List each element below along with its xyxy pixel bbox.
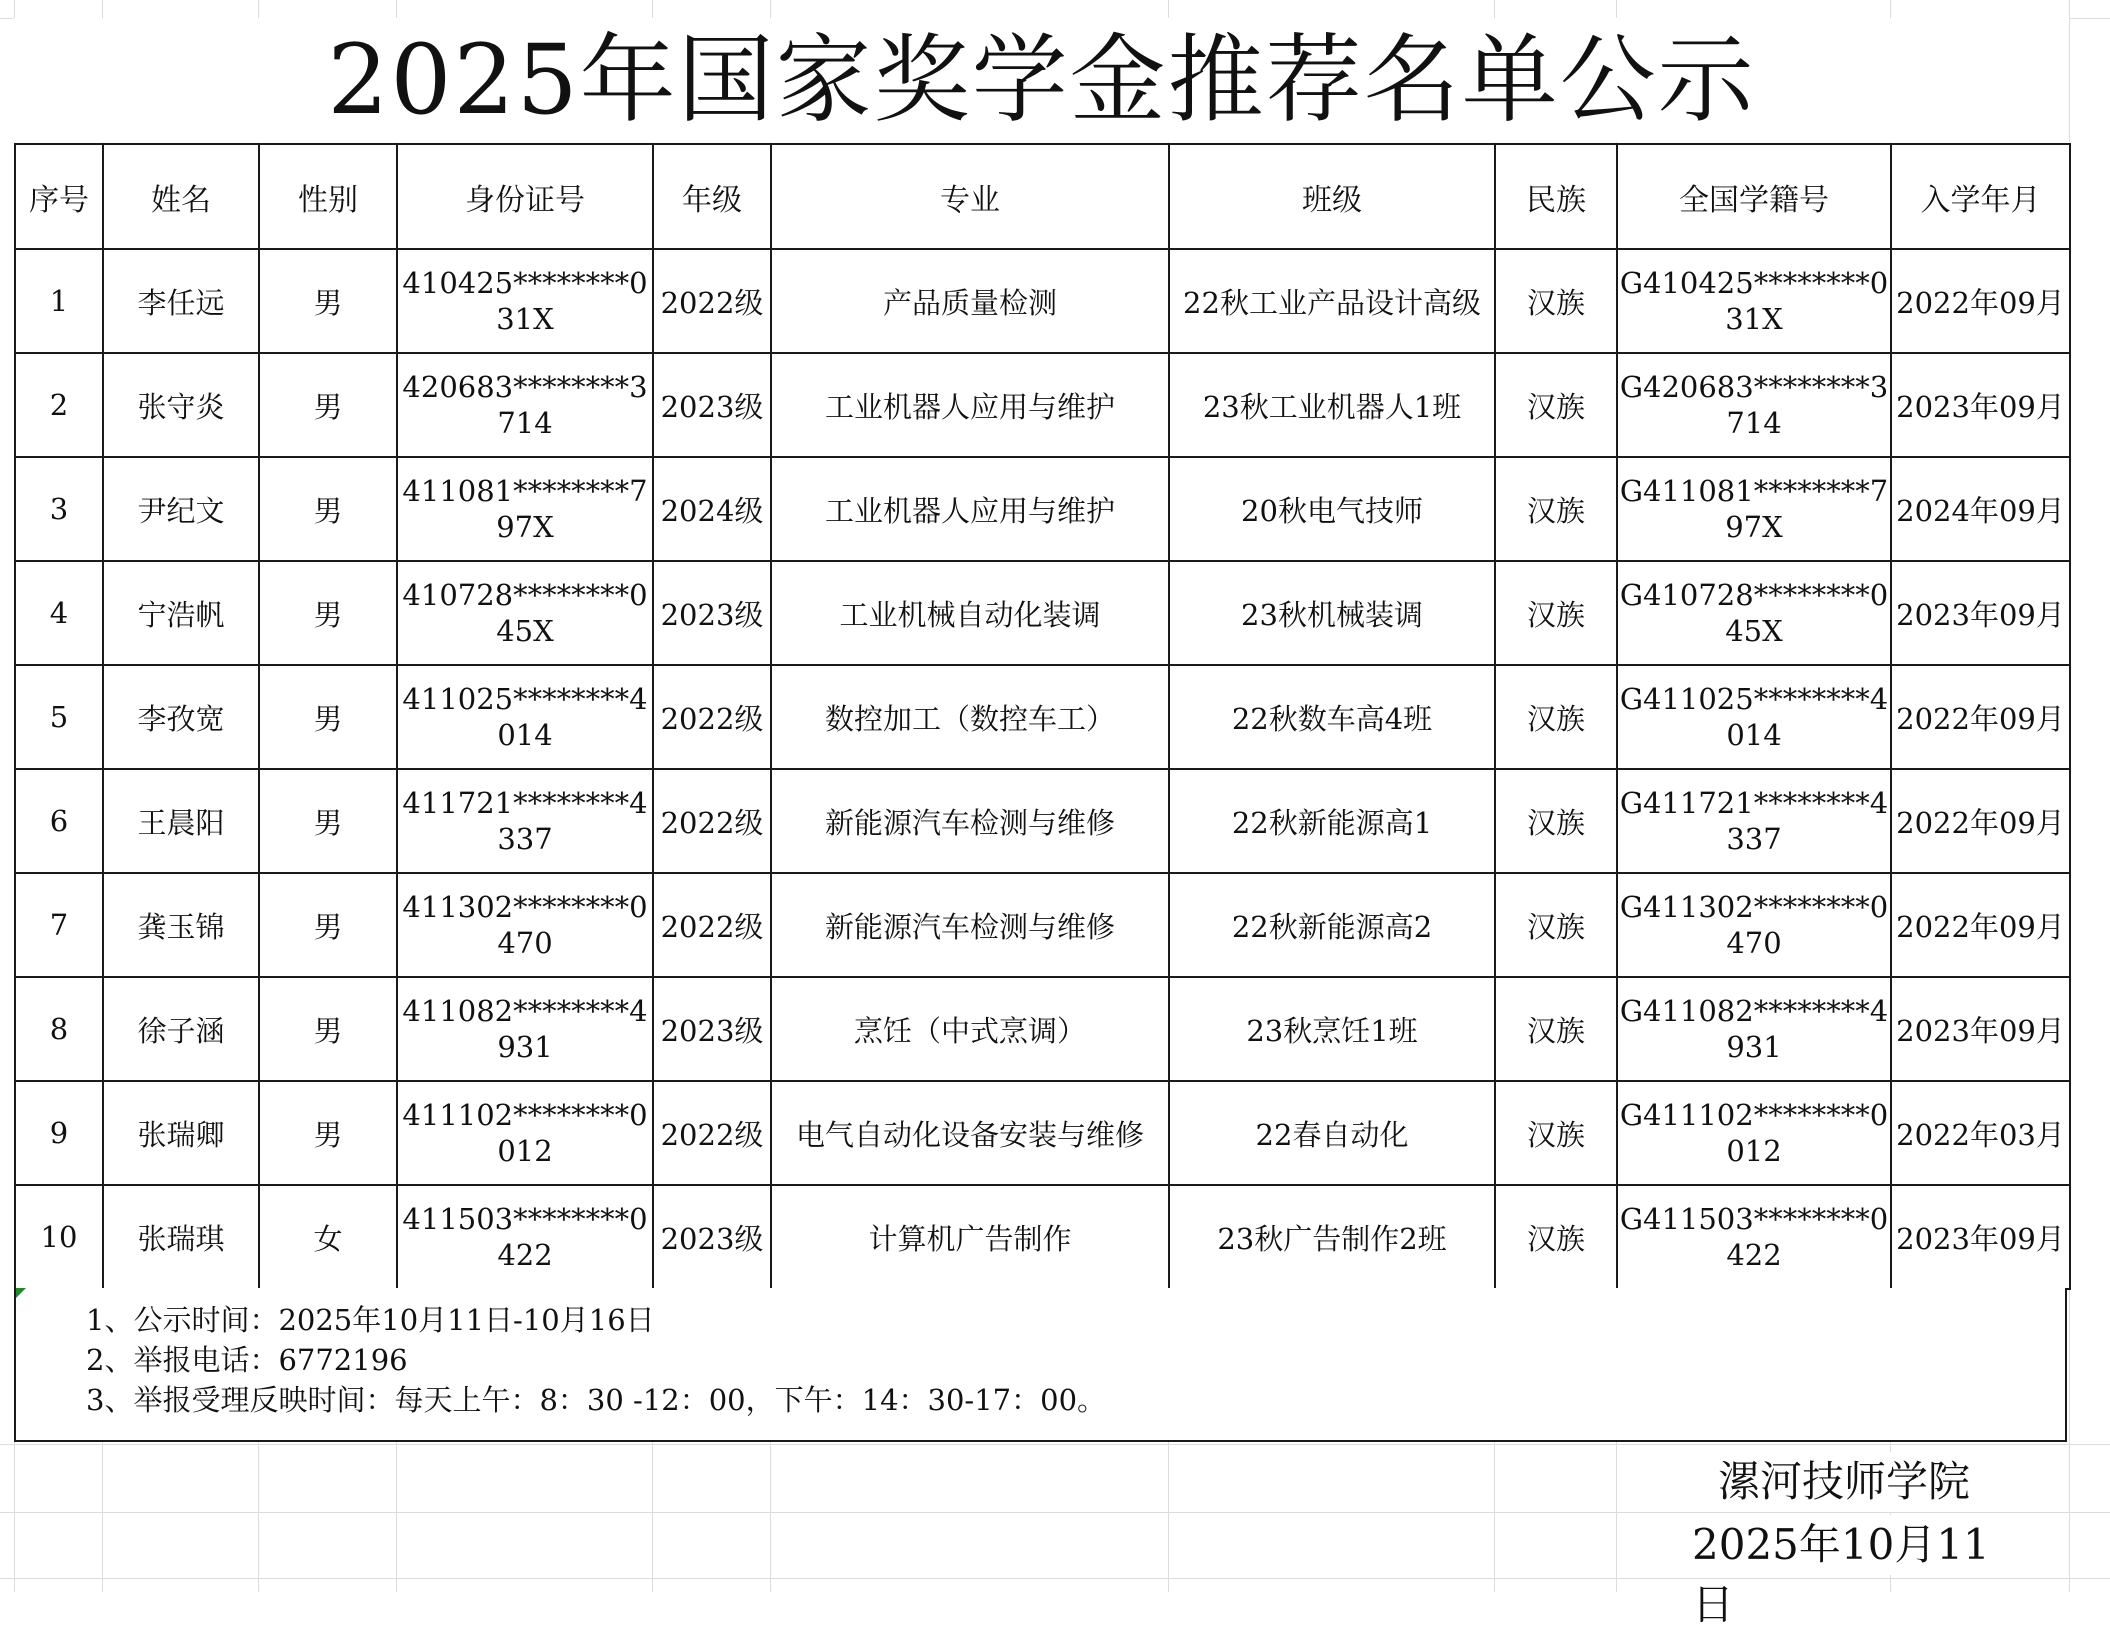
table-header-row — [15, 144, 2070, 249]
table-cell: 23秋烹饪1班 — [1169, 977, 1495, 1081]
table-cell: G411102********0012 — [1617, 1081, 1891, 1185]
table-cell: 2023级 — [653, 353, 771, 457]
table-cell: 2023年09月 — [1891, 1185, 2070, 1289]
table-cell: 8 — [15, 977, 103, 1081]
table-cell: 20秋电气技师 — [1169, 457, 1495, 561]
table-cell: G411025********4014 — [1617, 665, 1891, 769]
table-cell: 411302********0470 — [397, 873, 653, 977]
footer-organization: 漯河技师学院 — [1718, 1452, 1978, 1512]
table-cell: 1 — [15, 249, 103, 353]
table-cell: 王晨阳 — [103, 769, 259, 873]
table-cell: 男 — [259, 1081, 397, 1185]
table-cell: 男 — [259, 873, 397, 977]
table-cell: 汉族 — [1495, 769, 1617, 873]
table-cell: 2024级 — [653, 457, 771, 561]
table-row — [15, 769, 2070, 873]
table-cell: 411081********797X — [397, 457, 653, 561]
table-cell: 男 — [259, 457, 397, 561]
table-cell: 420683********3714 — [397, 353, 653, 457]
table-cell: 2022级 — [653, 769, 771, 873]
note-line: 3、举报受理反映时间：每天上午：8：30 -12：00，下午：14：30-17：00。 — [86, 1383, 1107, 1417]
table-cell: 4 — [15, 561, 103, 665]
table-row — [15, 249, 2070, 353]
table-cell: 23秋工业机器人1班 — [1169, 353, 1495, 457]
table-cell: 男 — [259, 769, 397, 873]
note-line: 1、公示时间：2025年10月11日-10月16日 — [86, 1303, 655, 1337]
notes-box — [14, 1288, 2067, 1442]
table-cell: 411503********0422 — [397, 1185, 653, 1289]
table-cell: 男 — [259, 665, 397, 769]
table-row — [15, 873, 2070, 977]
table-cell: 22秋新能源高1 — [1169, 769, 1495, 873]
table-cell: 李任远 — [103, 249, 259, 353]
table-cell: G411081********797X — [1617, 457, 1891, 561]
header-cell: 班级 — [1169, 144, 1495, 249]
table-cell: 23秋广告制作2班 — [1169, 1185, 1495, 1289]
page-title: 2025年国家奖学金推荐名单公示 — [14, 18, 2069, 142]
cell-comment-marker — [16, 1288, 26, 1298]
table-cell: 2022年09月 — [1891, 873, 2070, 977]
table-cell: 汉族 — [1495, 457, 1617, 561]
table-cell: 411102********0012 — [397, 1081, 653, 1185]
header-cell: 年级 — [653, 144, 771, 249]
table-cell: 2023年09月 — [1891, 561, 2070, 665]
header-cell: 民族 — [1495, 144, 1617, 249]
table-cell: G420683********3714 — [1617, 353, 1891, 457]
table-cell: 汉族 — [1495, 249, 1617, 353]
table-cell: 汉族 — [1495, 977, 1617, 1081]
table-cell: 李孜宽 — [103, 665, 259, 769]
table-cell: 张瑞琪 — [103, 1185, 259, 1289]
table-cell: G411082********4931 — [1617, 977, 1891, 1081]
table-cell: 2023级 — [653, 1185, 771, 1289]
table-cell: 工业机器人应用与维护 — [771, 353, 1169, 457]
table-cell: 411721********4337 — [397, 769, 653, 873]
table-cell: 2023年09月 — [1891, 977, 2070, 1081]
table-row — [15, 457, 2070, 561]
table-cell: 张守炎 — [103, 353, 259, 457]
table-cell: 数控加工（数控车工） — [771, 665, 1169, 769]
table-row — [15, 665, 2070, 769]
table-cell: 23秋机械装调 — [1169, 561, 1495, 665]
table-cell: 10 — [15, 1185, 103, 1289]
table-cell: 张瑞卿 — [103, 1081, 259, 1185]
table-cell: 7 — [15, 873, 103, 977]
table-cell: 男 — [259, 977, 397, 1081]
table-cell: 宁浩帆 — [103, 561, 259, 665]
table-cell: 汉族 — [1495, 561, 1617, 665]
table-cell: 2022年09月 — [1891, 249, 2070, 353]
table-cell: 2022级 — [653, 665, 771, 769]
table-cell: 410728********045X — [397, 561, 653, 665]
table-cell: 男 — [259, 561, 397, 665]
table-cell: 2022级 — [653, 1081, 771, 1185]
table-cell: 尹纪文 — [103, 457, 259, 561]
table-cell: 6 — [15, 769, 103, 873]
note-line: 2、举报电话：6772196 — [86, 1343, 408, 1377]
table-cell: 汉族 — [1495, 665, 1617, 769]
table-cell: 410425********031X — [397, 249, 653, 353]
table-cell: 2022年03月 — [1891, 1081, 2070, 1185]
table-cell: 产品质量检测 — [771, 249, 1169, 353]
table-cell: 22春自动化 — [1169, 1081, 1495, 1185]
header-cell: 全国学籍号 — [1617, 144, 1891, 249]
table-cell: 工业机械自动化装调 — [771, 561, 1169, 665]
table-cell: 汉族 — [1495, 1185, 1617, 1289]
table-cell: 5 — [15, 665, 103, 769]
table-row — [15, 561, 2070, 665]
header-cell: 专业 — [771, 144, 1169, 249]
table-cell: 男 — [259, 353, 397, 457]
table-cell: 2022级 — [653, 249, 771, 353]
table-cell: 汉族 — [1495, 353, 1617, 457]
table-cell: 2 — [15, 353, 103, 457]
table-cell: 工业机器人应用与维护 — [771, 457, 1169, 561]
table-cell: 电气自动化设备安装与维修 — [771, 1081, 1169, 1185]
table-cell: 男 — [259, 249, 397, 353]
table-cell: 新能源汽车检测与维修 — [771, 873, 1169, 977]
footer-date: 2025年10月11日 — [1692, 1515, 2002, 1575]
table-cell: 2022级 — [653, 873, 771, 977]
table-cell: 烹饪（中式烹调） — [771, 977, 1169, 1081]
table-cell: 411025********4014 — [397, 665, 653, 769]
table-cell: 411082********4931 — [397, 977, 653, 1081]
table-cell: 计算机广告制作 — [771, 1185, 1169, 1289]
table-cell: 2024年09月 — [1891, 457, 2070, 561]
table-cell: 2022年09月 — [1891, 665, 2070, 769]
table-row — [15, 1185, 2070, 1289]
table-cell: G410728********045X — [1617, 561, 1891, 665]
table-cell: 龚玉锦 — [103, 873, 259, 977]
table-row — [15, 353, 2070, 457]
table-cell: 汉族 — [1495, 873, 1617, 977]
table-cell: 9 — [15, 1081, 103, 1185]
table-cell: 2023级 — [653, 561, 771, 665]
table-row — [15, 1081, 2070, 1185]
table-cell: G411503********0422 — [1617, 1185, 1891, 1289]
table-cell: 新能源汽车检测与维修 — [771, 769, 1169, 873]
table-cell: G411721********4337 — [1617, 769, 1891, 873]
scholarship-table — [14, 143, 2071, 1290]
table-cell: 女 — [259, 1185, 397, 1289]
table-cell: 22秋工业产品设计高级 — [1169, 249, 1495, 353]
table-cell: 22秋数车高4班 — [1169, 665, 1495, 769]
header-cell: 性别 — [259, 144, 397, 249]
table-cell: G410425********031X — [1617, 249, 1891, 353]
header-cell: 姓名 — [103, 144, 259, 249]
table-cell: 2023级 — [653, 977, 771, 1081]
header-cell: 入学年月 — [1891, 144, 2070, 249]
header-cell: 序号 — [15, 144, 103, 249]
table-cell: G411302********0470 — [1617, 873, 1891, 977]
table-row — [15, 977, 2070, 1081]
table-cell: 22秋新能源高2 — [1169, 873, 1495, 977]
table-cell: 2022年09月 — [1891, 769, 2070, 873]
header-cell: 身份证号 — [397, 144, 653, 249]
table-cell: 3 — [15, 457, 103, 561]
table-cell: 徐子涵 — [103, 977, 259, 1081]
table-cell: 汉族 — [1495, 1081, 1617, 1185]
table-cell: 2023年09月 — [1891, 353, 2070, 457]
